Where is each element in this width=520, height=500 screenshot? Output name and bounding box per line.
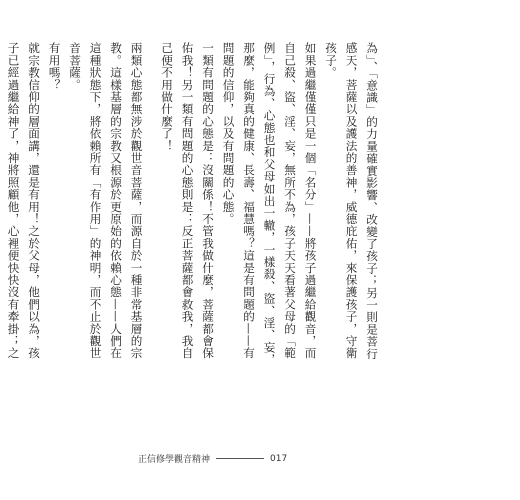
paragraph-1: 為」、「意識」的力量確實影響、改變了孩子；另一則是菩行感天，菩薩以及護法的善神，威德庇佑，來保護孩子，守衛孩子。 [324, 42, 379, 360]
paragraph-5: 有用嗎？ [47, 42, 62, 91]
paragraph-3: 一類有問題的心態是：沒關係！不管我做什麼，菩薩都會保佑我！另一類有問題的心態則是：反正菩薩都會救我，我自己便不用做什麼了！ [160, 42, 215, 360]
footer-rule [216, 458, 264, 459]
paragraph-2: 如果過繼僅僅只是一個「名分」——將孩子過繼給觀音，而自己殺、盜、淫、妄，無所不為，孩子天天看著父母的「範例」，行為、心態也和父母如出一轍，一樣殺、盜、淫、妄，那麼，能夠真的健康、長壽、福慧嗎？這是有問題的——有問題的信仰，以及有問題的心態。 [221, 42, 318, 366]
paragraph-4: 兩類心態都無涉於觀世音菩薩，而源自於一種非常基層的宗教。這樣基層的宗教又根源於更原始的依賴心態——人們在這種狀態下，將依賴所有「有作用」的神明，而不止於觀世音菩薩。 [68, 42, 144, 360]
running-title: 正信修學觀音精神 [138, 455, 211, 465]
page-number: 017 [270, 453, 288, 464]
page-footer [138, 452, 287, 465]
body-text [0, 42, 382, 370]
paragraph-6: 就宗教信仰的層面講，還是有用！之於父母，他們以為，孩子已經過繼給神了，神將照顧他，心裡便快快沒有牽掛；之 [6, 42, 41, 360]
